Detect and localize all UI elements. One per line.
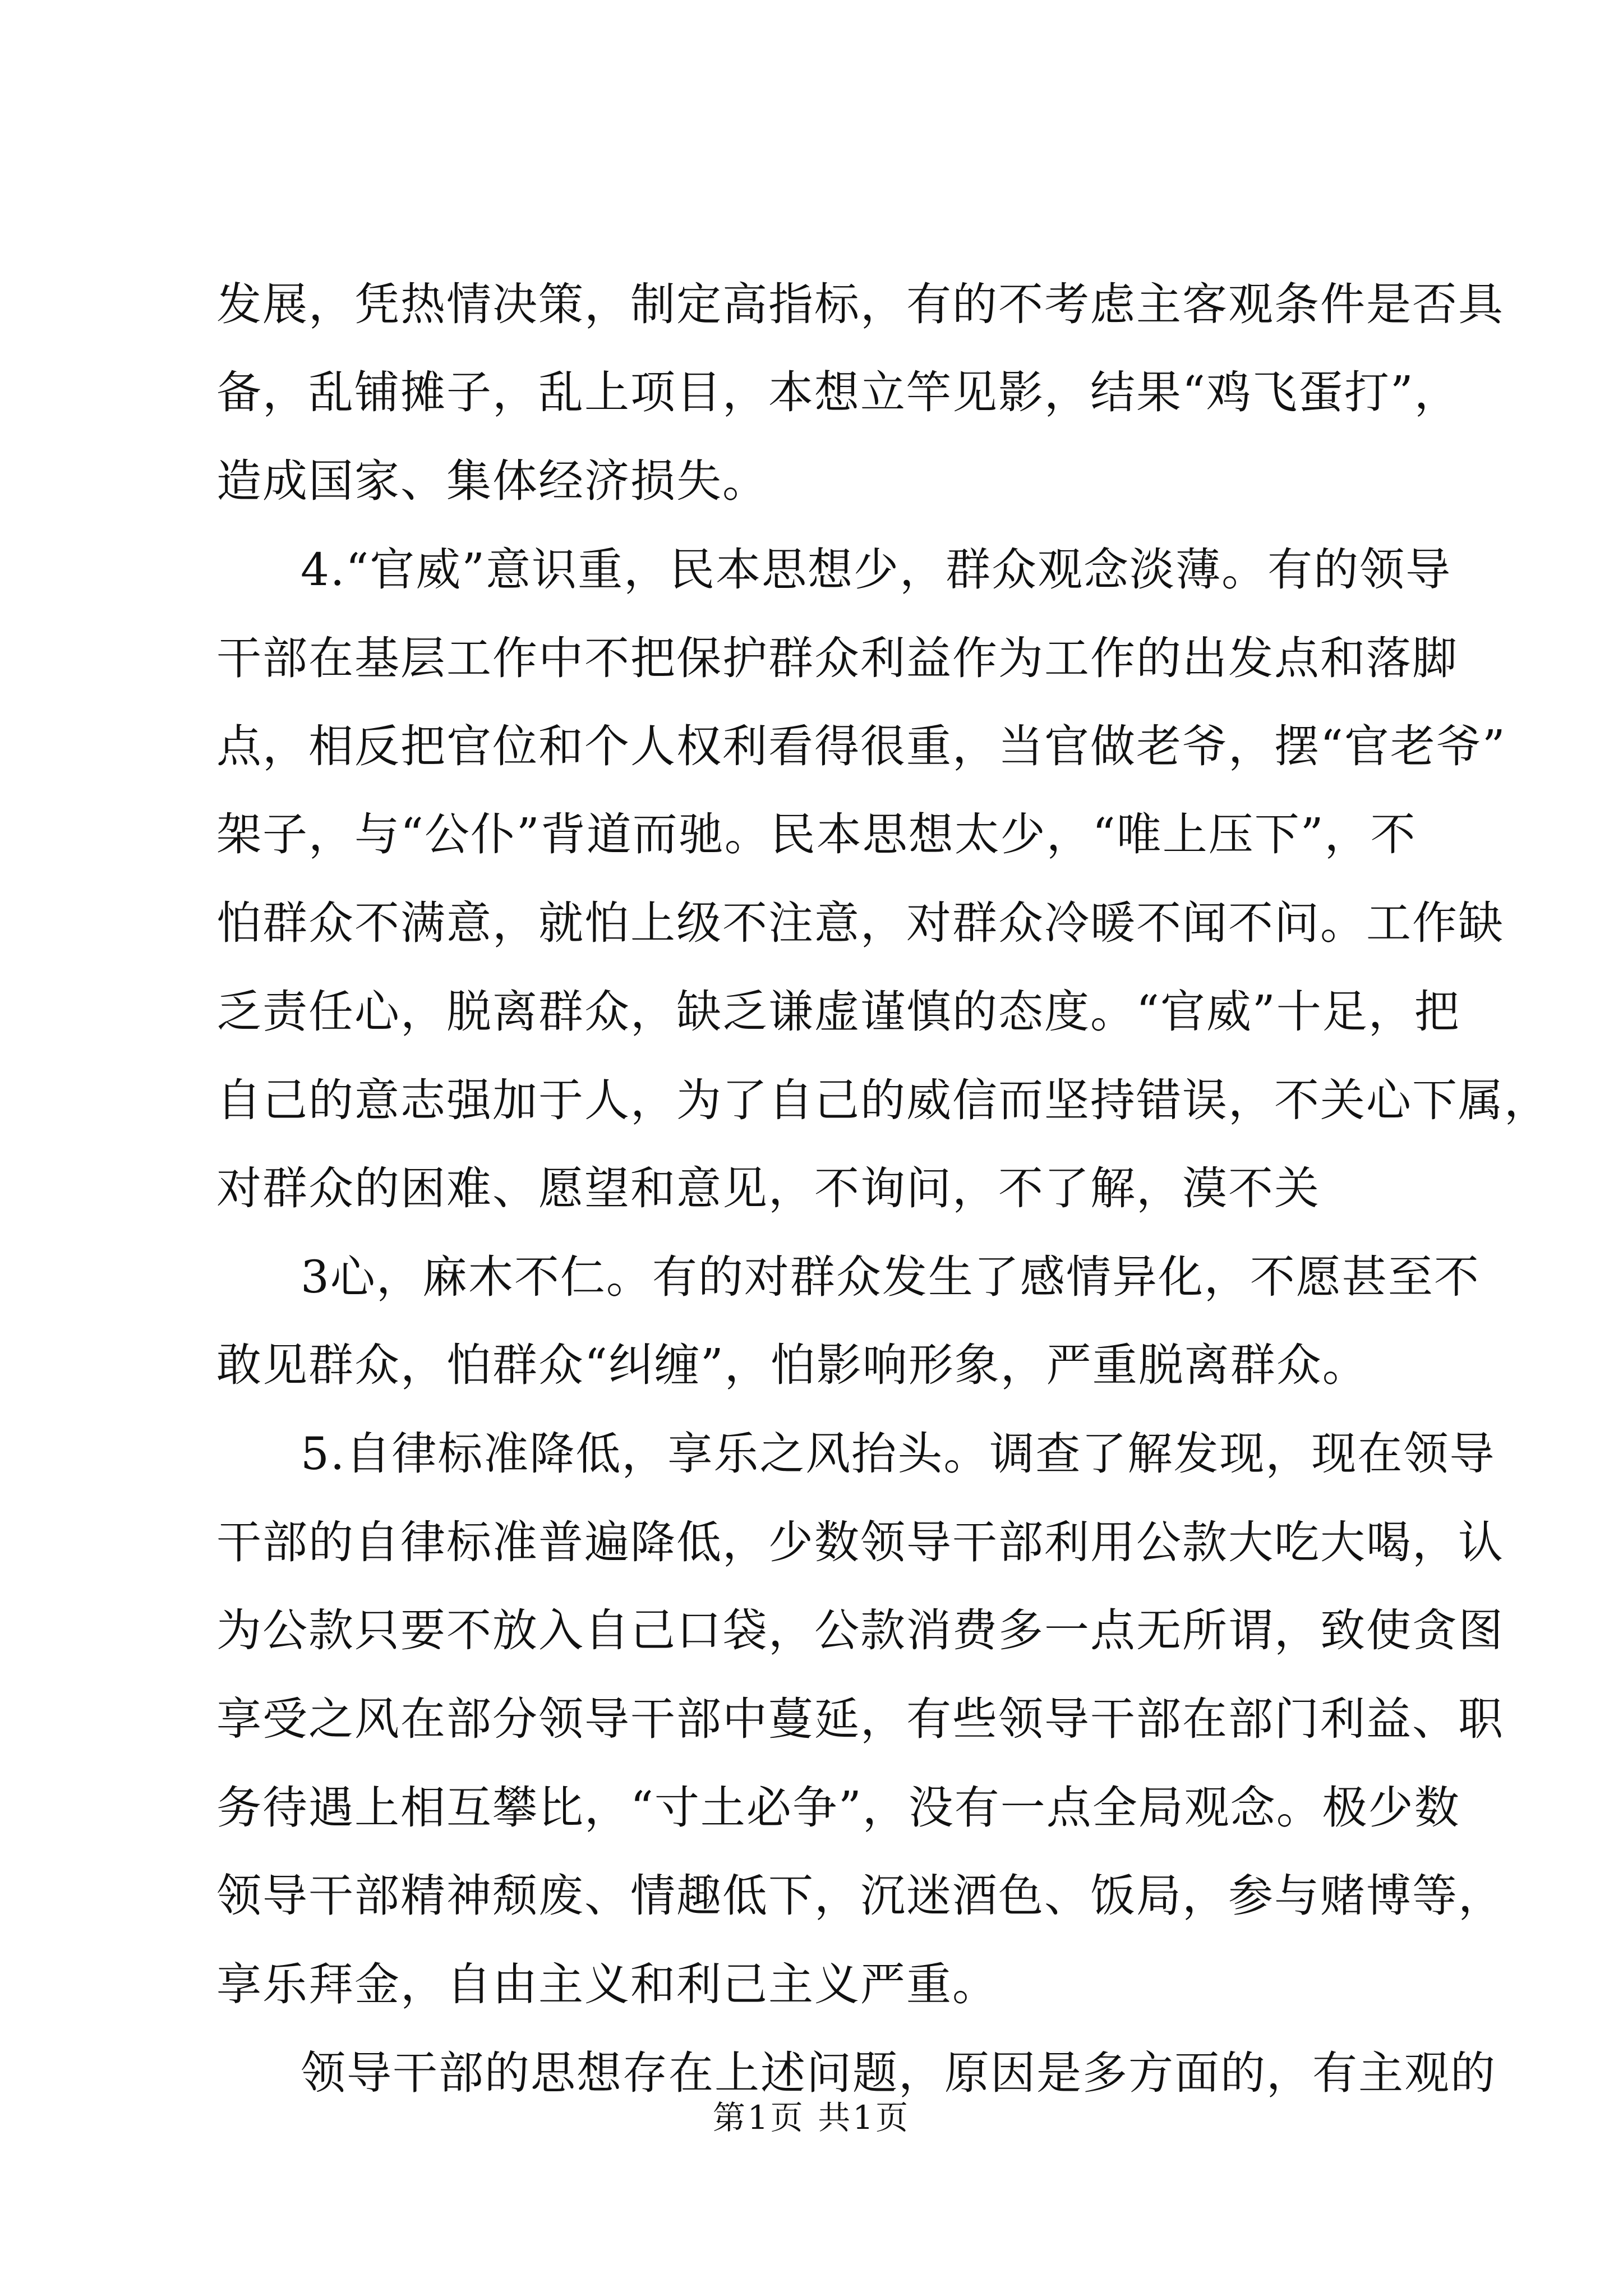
text-line: 领导干部精神颓废、情趣低下，沉迷酒色、饭局，参与赌博等，: [216, 1870, 1504, 1922]
text-line: 敢见群众，怕群众“纠缠”，怕影响形象，严重脱离群众。: [216, 1339, 1368, 1391]
paragraph-start-line: 3心，麻木不仁。有的对群众发生了感情异化，不愿甚至不: [301, 1251, 1480, 1303]
text-line: 自己的意志强加于人，为了自己的威信而坚持错误，不关心下属，: [216, 1074, 1550, 1126]
text-line: 怕群众不满意，就怕上级不注意，对群众冷暖不闻不问。工作缺: [216, 897, 1504, 949]
page-number-footer: 第1页 共1页: [712, 2099, 911, 2137]
paragraph-start-line: 4.“官威”意识重，民本思想少，群众观念淡薄。有的领导: [301, 544, 1452, 596]
text-line: 造成国家、集体经济损失。: [216, 455, 768, 507]
paragraph-start-line: 5.自律标准降低，享乐之风抬头。调查了解发现，现在领导: [301, 1428, 1496, 1480]
text-line: 乏责任心，脱离群众，缺乏谦虚谨慎的态度。“官威”十足，把: [216, 986, 1460, 1038]
text-line: 备，乱铺摊子，乱上项目，本想立竿见影，结果“鸡飞蛋打”，: [216, 366, 1460, 418]
text-line: 发展，凭热情决策，制定高指标，有的不考虑主客观条件是否具: [216, 278, 1504, 330]
text-line: 享乐拜金，自由主义和利己主义严重。: [216, 1958, 998, 2010]
text-line: 点，相反把官位和个人权利看得很重，当官做老爷，摆“官老爷”: [216, 720, 1506, 772]
paragraph-start-line: 领导干部的思想存在上述问题，原因是多方面的，有主观的: [301, 2047, 1496, 2099]
text-line: 务待遇上相互攀比，“寸土必争”，没有一点全局观念。极少数: [216, 1782, 1460, 1834]
text-line: 架子，与“公仆”背道而驰。民本思想太少，“唯上压下”，不: [216, 808, 1417, 861]
text-line: 享受之风在部分领导干部中蔓延，有些领导干部在部门利益、职: [216, 1693, 1504, 1745]
text-line: 对群众的困难、愿望和意见，不询问，不了解，漠不关: [216, 1162, 1320, 1214]
text-line: 干部在基层工作中不把保护群众利益作为工作的出发点和落脚: [216, 632, 1458, 684]
text-line: 为公款只要不放入自己口袋，公款消费多一点无所谓，致使贪图: [216, 1604, 1504, 1657]
text-line: 干部的自律标准普遍降低，少数领导干部利用公款大吃大喝，认: [216, 1516, 1504, 1568]
